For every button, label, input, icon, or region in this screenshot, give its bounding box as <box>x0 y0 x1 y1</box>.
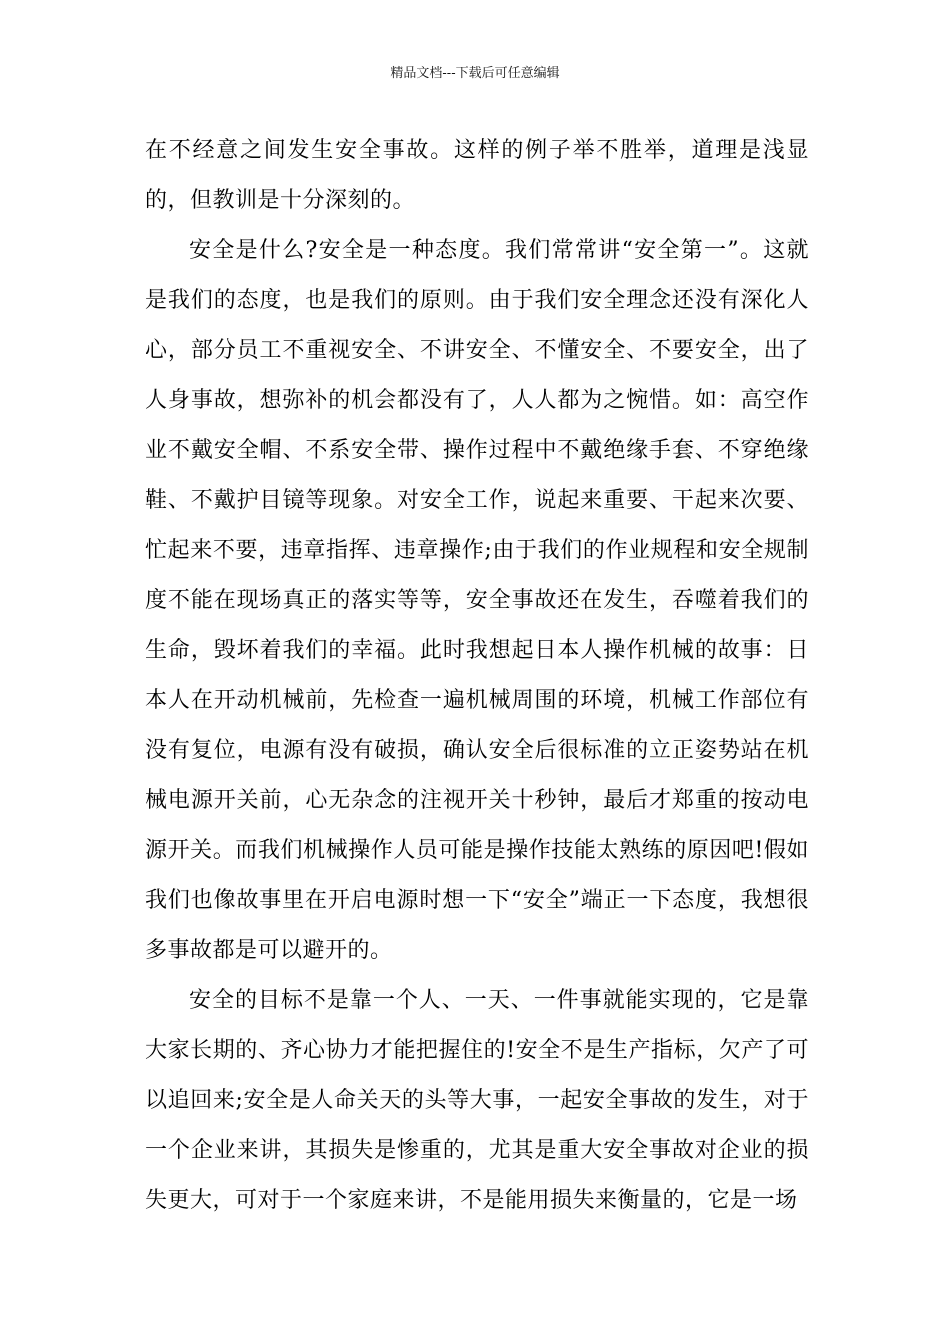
paragraph-1: 在不经意之间发生安全事故。这样的例子举不胜举，道理是浅显的，但教训是十分深刻的。 <box>145 138 809 213</box>
document-body <box>145 126 809 1226</box>
paragraph-3: 安全的目标不是靠一个人、一天、一件事就能实现的，它是靠大家长期的、齐心协力才能把握住的!安全不是生产指标，欠产了可以追回来;安全是人命关天的头等大事，一起安全事故的发生，对于一个企业来讲，其损失是惨重的，尤其是重大安全事故对企业的损失更大，可对于一个家庭来讲，不是能用损失来衡量的，它是一场 <box>145 988 809 1213</box>
paragraph-2: 安全是什么?安全是一种态度。我们常常讲“安全第一”。这就是我们的态度，也是我们的原则。由于我们安全理念还没有深化人心，部分员工不重视安全、不讲安全、不懂安全、不要安全，出了人身事故，想弥补的机会都没有了，人人都为之惋惜。如：高空作业不戴安全帽、不系安全带、操作过程中不戴绝缘手套、不穿绝缘鞋、不戴护目镜等现象。对安全工作，说起来重要、干起来次要、忙起来不要，违章指挥、违章操作;由于我们的作业规程和安全规制度不能在现场真正的落实等等，安全事故还在发生，吞噬着我们的生命，毁坏着我们的幸福。此时我想起日本人操作机械的故事：日本人在开动机械前，先检查一遍机械周围的环境，机械工作部位有没有复位，电源有没有破损，确认安全后很标准的立正姿势站在机械电源开关前，心无杂念的注视开关十秒钟，最后才郑重的按动电源开关。而我们机械操作人员可能是操作技能太熟练的原因吧!假如我们也像故事里在开启电源时想一下“安全”端正一下态度，我想很多事故都是可以避开的。 <box>145 238 809 963</box>
page-header: 精品文档---下载后可任意编辑 <box>390 66 560 81</box>
